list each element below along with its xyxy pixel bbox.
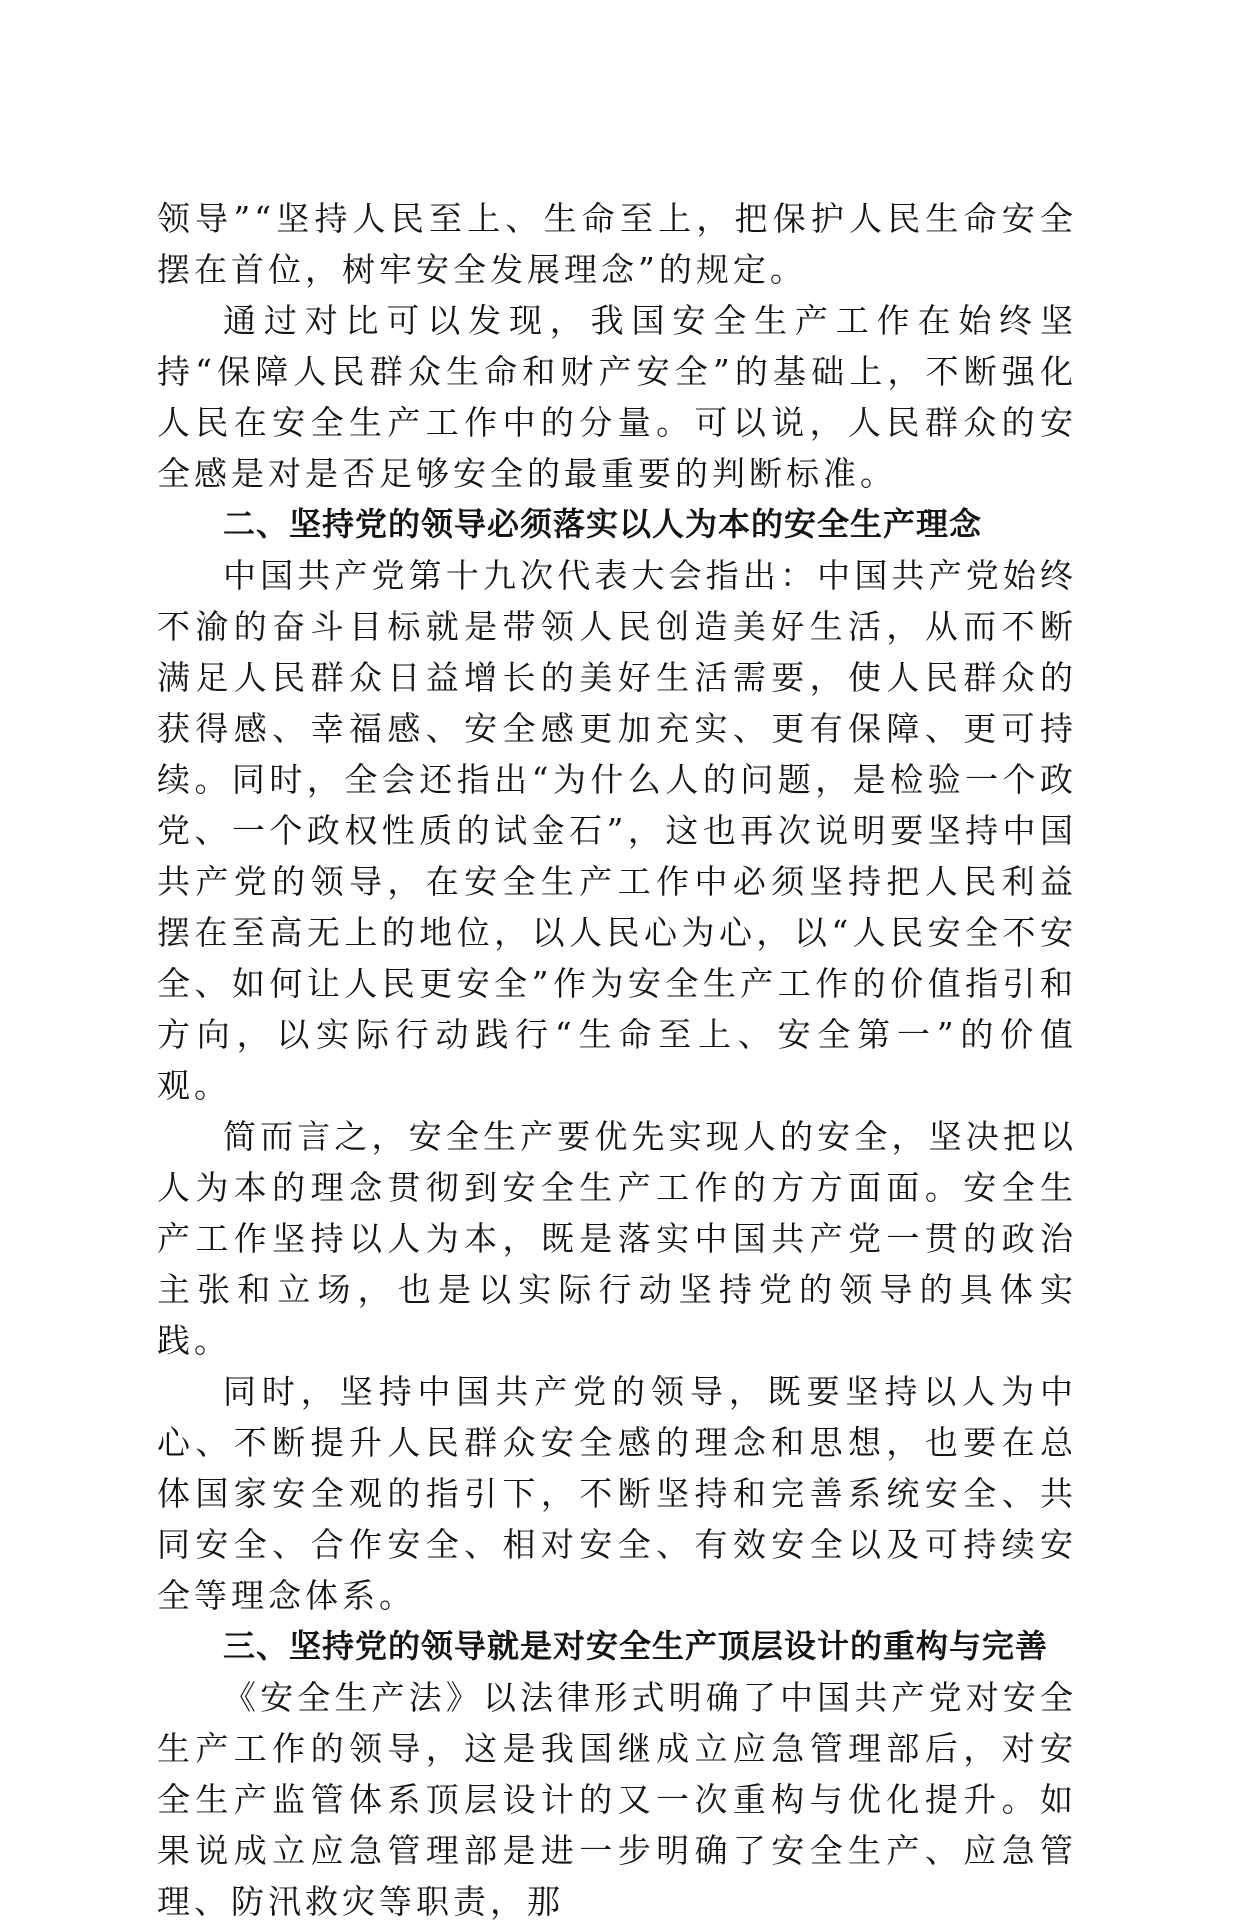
document-body [157,193,1077,1927]
body-paragraph-5: 同时，坚持中国共产党的领导，既要坚持以人为中心、不断提升人民群众安全感的理念和思想，也要在总体国家安全观的指引下，不断坚持和完善系统安全、共同安全、合作安全、相对安全、有效安全以及可持续安全等理念体系。 [157,1372,1077,1615]
section-heading-3: 三、坚持党的领导就是对安全生产顶层设计的重构与完善 [223,1627,1049,1665]
body-paragraph-4: 简而言之，安全生产要优先实现人的安全，坚决把以人为本的理念贯彻到安全生产工作的方方面面。安全生产工作坚持以人为本，既是落实中国共产党一贯的政治主张和立场，也是以实际行动坚持党的领导的具体实践。 [157,1117,1077,1360]
section-heading-2: 二、坚持党的领导必须落实以人为本的安全生产理念 [223,505,983,543]
body-paragraph-1: 领导”“坚持人民至上、生命至上，把保护人民生命安全摆在首位，树牢安全发展理念”的规定。 [157,199,1077,289]
body-paragraph-3: 中国共产党第十九次代表大会指出：中国共产党始终不渝的奋斗目标就是带领人民创造美好生活，从而不断满足人民群众日益增长的美好生活需要，使人民群众的获得感、幸福感、安全感更加充实、更有保障、更可持续。同时，全会还指出“为什么人的问题，是检验一个政党、一个政权性质的试金石”，这也再次说明要坚持中国共产党的领导，在安全生产工作中必须坚持把人民利益摆在至高无上的地位，以人民心为心，以“人民安全不安全、如何让人民更安全”作为安全生产工作的价值指引和方向，以实际行动践行“生命至上、安全第一”的价值观。 [157,556,1077,1105]
body-paragraph-2: 通过对比可以发现，我国安全生产工作在始终坚持“保障人民群众生命和财产安全”的基础上，不断强化人民在安全生产工作中的分量。可以说，人民群众的安全感是对是否足够安全的最重要的判断标准。 [157,301,1077,493]
body-paragraph-6: 《安全生产法》以法律形式明确了中国共产党对安全生产工作的领导，这是我国继成立应急管理部后，对安全生产监管体系顶层设计的又一次重构与优化提升。如果说成立应急管理部是进一步明确了安全生产、应急管理、防汛救灾等职责，那 [157,1678,1077,1921]
